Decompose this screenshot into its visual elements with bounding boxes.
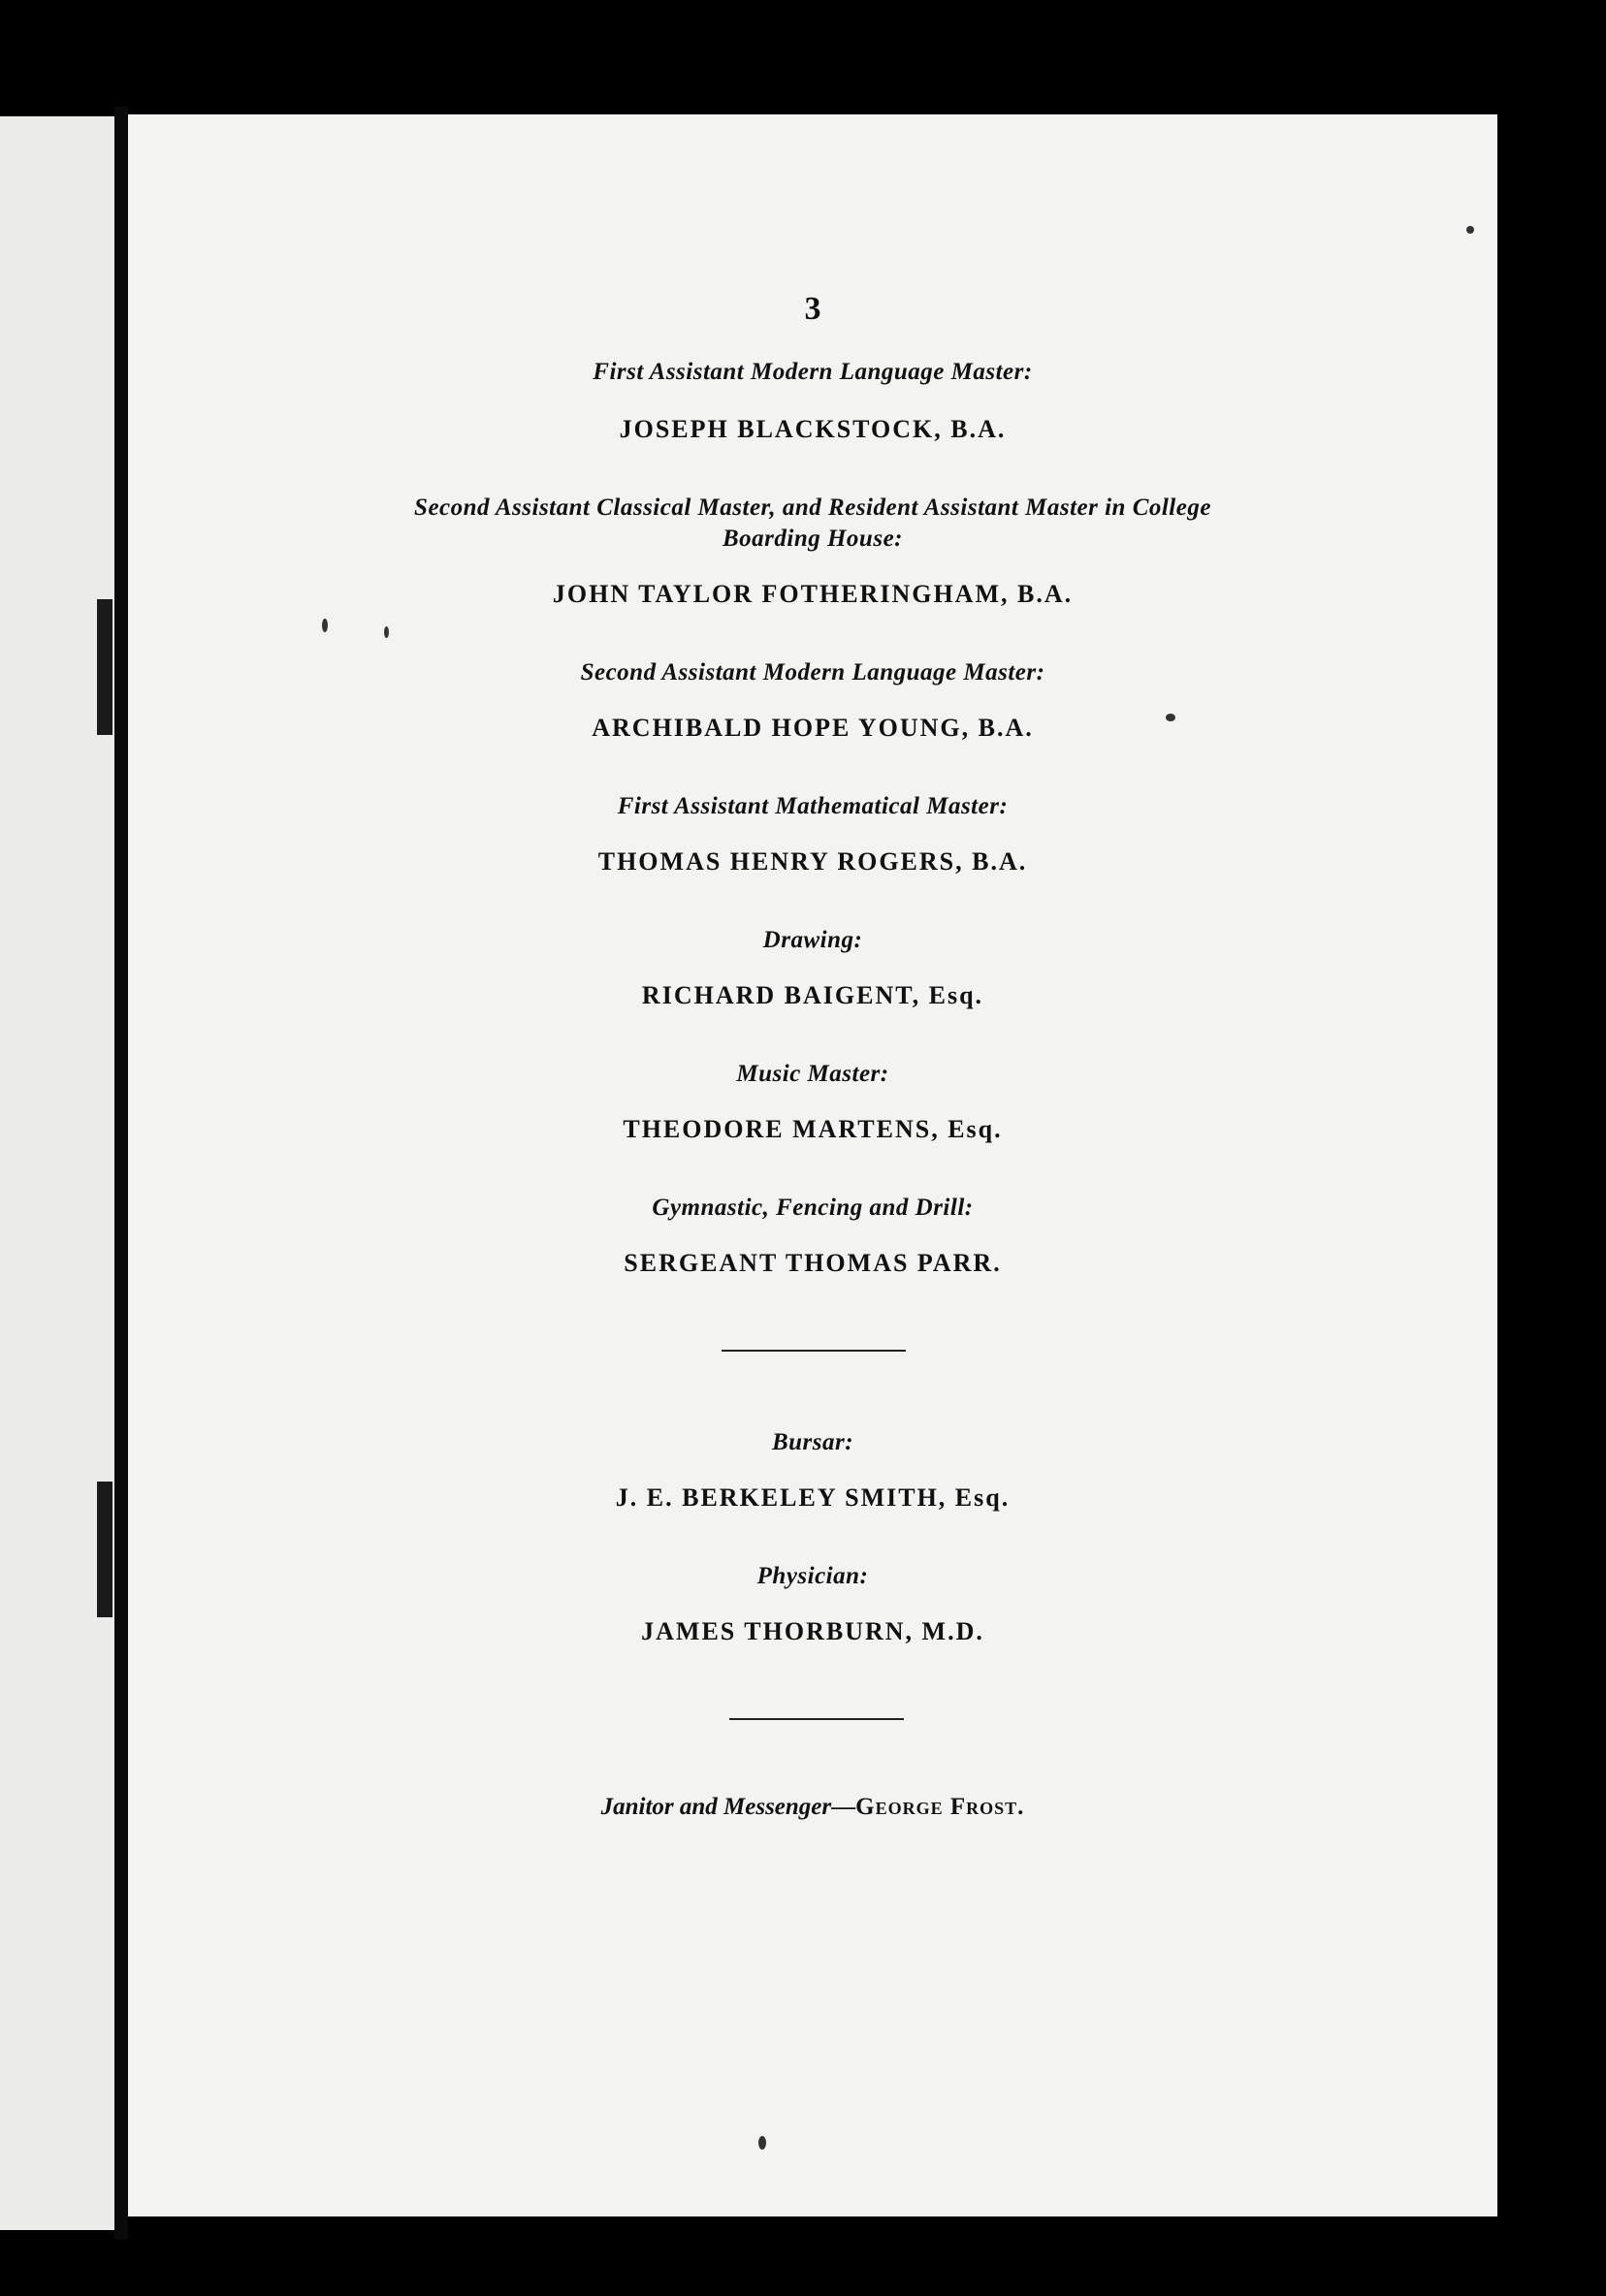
binding-mark-upper: [97, 599, 112, 735]
ink-speck: [758, 2136, 766, 2150]
section-divider: [722, 1350, 906, 1352]
ink-speck: [384, 626, 389, 638]
name-james-thorburn: JAMES THORBURN, M.D.: [641, 1617, 984, 1645]
role-music-master: Music Master:: [736, 1061, 889, 1087]
role-drawing: Drawing:: [762, 927, 863, 953]
janitor-role: Janitor and Messenger: [600, 1794, 832, 1820]
role-second-assistant-classical: Second Assistant Classical Master, and Resident Assistant Master in College: [414, 494, 1211, 521]
section-divider: [729, 1718, 904, 1720]
previous-page-edge: [0, 116, 114, 2230]
document-page: [128, 114, 1497, 2216]
name-theodore-martens: THEODORE MARTENS, Esq.: [623, 1115, 1003, 1143]
role-bursar: Bursar:: [771, 1429, 854, 1455]
janitor-separator: —: [831, 1794, 856, 1820]
role-second-assistant-modern-language: Second Assistant Modern Language Master:: [580, 659, 1045, 686]
role-physician: Physician:: [756, 1563, 869, 1589]
binding-mark-lower: [97, 1482, 112, 1617]
role-first-assistant-mathematical: First Assistant Mathematical Master:: [617, 793, 1009, 819]
role-second-assistant-classical-line2: Boarding House:: [722, 526, 903, 552]
page-number: 3: [804, 291, 821, 327]
janitor-name: George Frost.: [855, 1794, 1025, 1820]
name-sergeant-thomas-parr: SERGEANT THOMAS PARR.: [624, 1249, 1002, 1277]
ink-speck: [1166, 714, 1175, 721]
name-thomas-henry-rogers: THOMAS HENRY ROGERS, B.A.: [597, 847, 1028, 876]
name-richard-baigent: RICHARD BAIGENT, Esq.: [641, 981, 984, 1009]
role-first-assistant-modern-language: First Assistant Modern Language Master:: [593, 359, 1033, 385]
ink-speck: [1466, 226, 1474, 234]
book-gutter: [114, 107, 128, 2240]
name-joseph-blackstock: JOSEPH BLACKSTOCK, B.A.: [619, 415, 1007, 443]
name-berkeley-smith: J. E. BERKELEY SMITH, Esq.: [615, 1483, 1011, 1512]
ink-speck: [322, 619, 328, 632]
role-gymnastic-fencing-drill: Gymnastic, Fencing and Drill:: [652, 1195, 974, 1221]
janitor-line: [128, 1794, 1497, 1821]
name-john-taylor-fotheringham: JOHN TAYLOR FOTHERINGHAM, B.A.: [552, 580, 1074, 608]
name-archibald-hope-young: ARCHIBALD HOPE YOUNG, B.A.: [592, 714, 1034, 742]
